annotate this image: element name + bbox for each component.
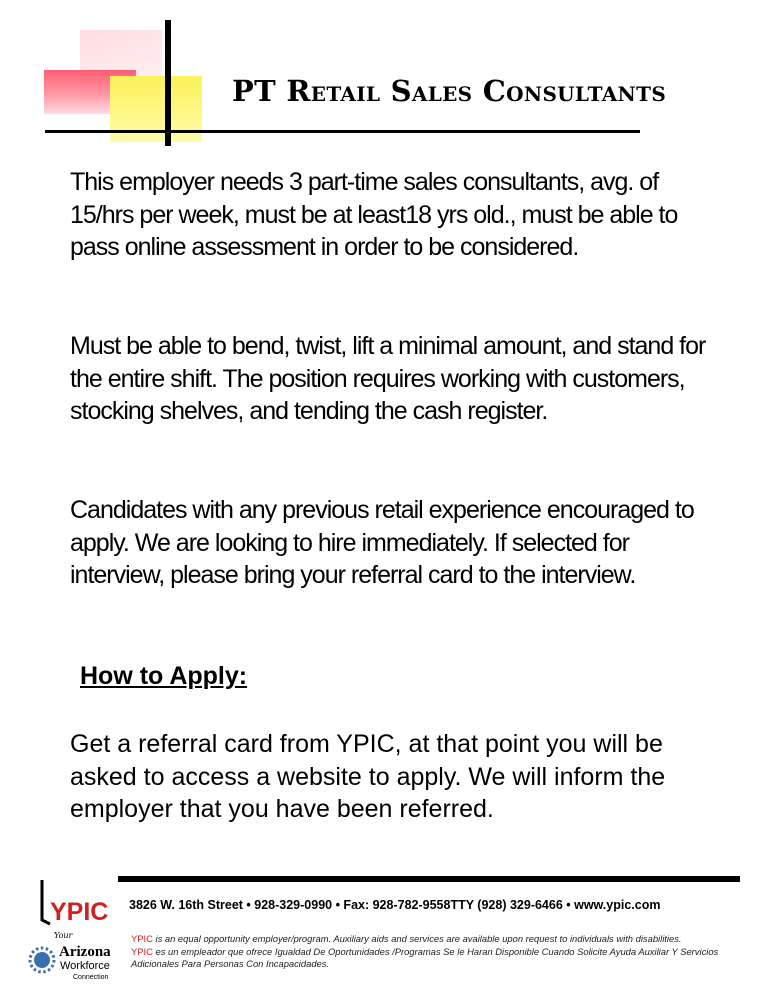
footer-rule	[118, 876, 740, 882]
header-vertical-rule	[165, 20, 171, 146]
logo-your-text: Your	[54, 931, 73, 940]
logo-connection-text: Connection	[73, 974, 109, 981]
disclaimer-english: is an equal opportunity employer/program. Auxiliary aids and services are available upon request to individuals with disabilities.	[152, 933, 682, 944]
how-to-apply-text: Get a referral card from YPIC, at that point you will be asked to access a website to apply. We will inform the employer that you have been referred.	[70, 730, 666, 823]
ypic-arizona-workforce-logo	[28, 876, 116, 986]
disclaimer-spanish: es un empleador que ofrece Igualdad De Oportunidades /Programas Se le Haran Disponible Cuando Solicite Ayuda Auxiliar Y Servicios Adicionales Para Personas Con Incapacidades.	[131, 945, 719, 969]
header-horizontal-rule	[45, 130, 640, 133]
logo-bracket	[42, 880, 50, 924]
logo-graphic	[28, 876, 116, 986]
paragraph-physical-duties: Must be able to bend, twist, lift a minimal amount, and stand for the entire shift. The position requires working with customers, stocking shelves, and tending the cash register.	[70, 332, 706, 425]
sun-icon	[30, 948, 54, 972]
logo-workforce-text: Workforce	[60, 960, 110, 972]
logo-arizona-text: Arizona	[59, 944, 111, 960]
how-to-apply-heading: How to Apply:	[80, 662, 248, 690]
brand-name: YPIC	[131, 933, 153, 944]
footer-disclaimer	[131, 933, 731, 971]
footer-address: 3826 W. 16th Street • 928-329-0990 • Fax: 928-782-9558TTY (928) 329-6466 • www.ypic.com	[129, 898, 661, 912]
brand-name: YPIC	[131, 945, 153, 957]
page-title: PT Retail Sales Consultants	[232, 74, 667, 108]
paragraph-experience: Candidates with any previous retail experience encouraged to apply. We are looking to hire immediately. If selected for interview, please bring your referral card to the interview.	[70, 496, 694, 589]
logo-ypic-text: YPIC	[50, 898, 109, 926]
paragraph-requirements: This employer needs 3 part-time sales consultants, avg. of 15/hrs per week, must be at least18 yrs old., must be able to pass online assessment in order to be considered.	[70, 168, 678, 261]
